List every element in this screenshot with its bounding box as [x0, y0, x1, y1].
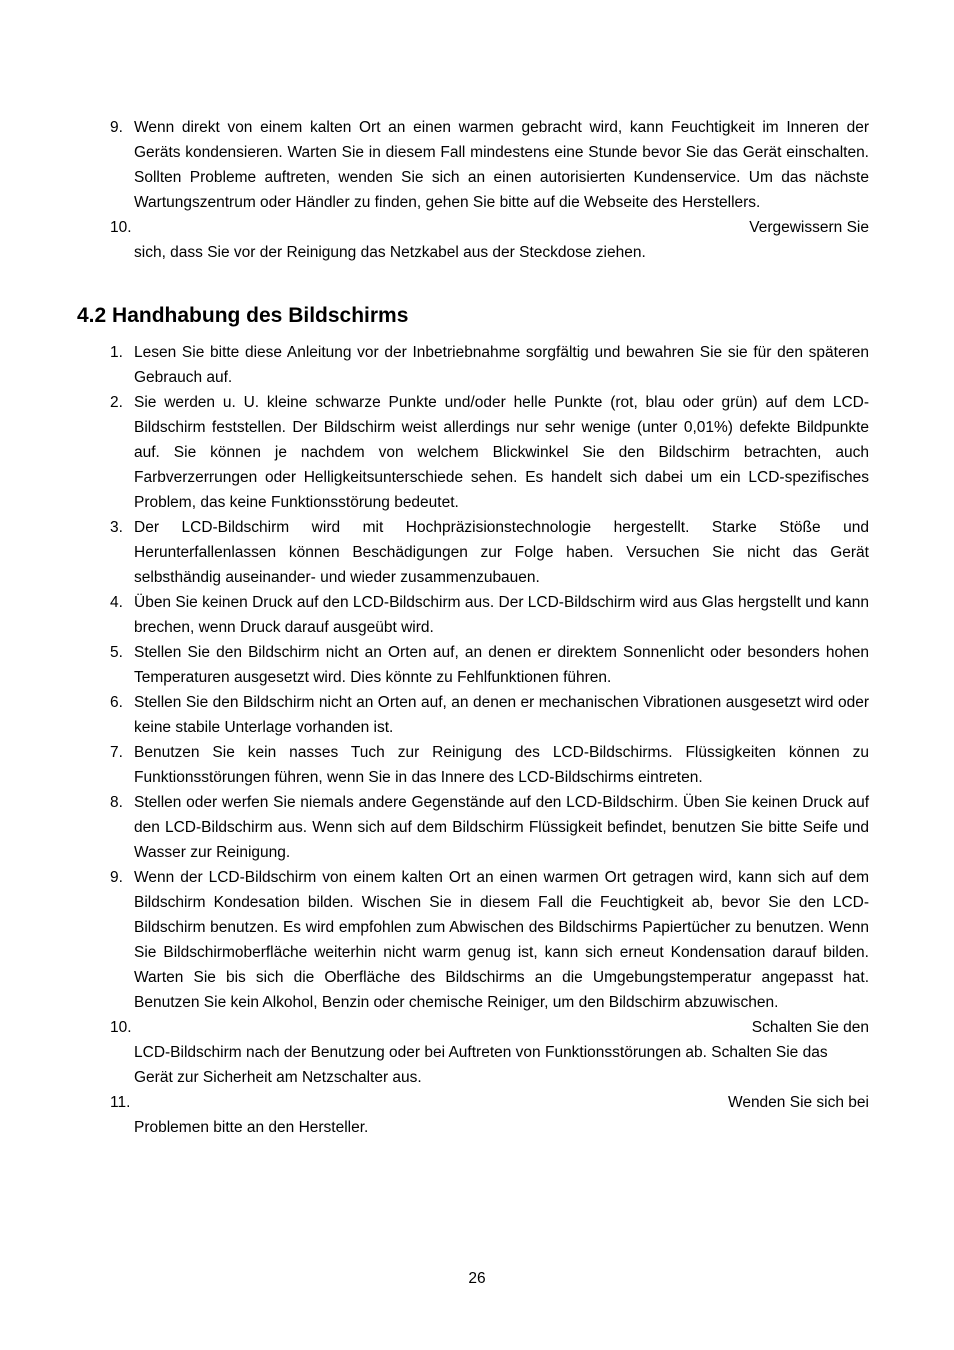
list-item-text: Wenn der LCD-Bildschirm von einem kalten Ort an einen warmen Ort getragen wird, kann sich auf dem Bildschirm Kondesation bilden. Wischen Sie in diesem Fall die Feuchtigkeit ab, bevor Sie den LCD-Bildschirm benutzen. Es wird empfohlen zum Abwischen des Bildschirms Papiertücher zu benutzen. Wenn Sie Bildschirmoberfläche weiterhin nicht warm genug ist, kann sich erneut Kondensation darauf bilden. Warten Sie bis sich die Oberfläche des Bildschirms an die Umgebungstemperatur angepasst hat. Benutzen Sie kein Alkohol, Benzin oder chemische Reiniger, um den Bildschirm abzuwischen.	[134, 869, 869, 1011]
list-item	[0, 640, 954, 690]
list-item-number: 10.	[110, 219, 132, 236]
list-item-number: 9.	[110, 869, 123, 886]
list-item-text: Benutzen Sie kein nasses Tuch zur Reinigung des LCD-Bildschirms. Flüssigkeiten können zu Funktionsstörungen führen, wenn Sie in das Innere des LCD-Bildschirms eintreten.	[134, 744, 869, 786]
list-item-text: Stellen Sie den Bildschirm nicht an Orten auf, an denen er direktem Sonnenlicht oder besonders hohen Temperaturen ausgesetzt wird. Dies könnte zu Fehlfunktionen führen.	[134, 644, 869, 686]
list-item-text-lead: Vergewissern Sie	[749, 219, 869, 236]
list-item-number: 11.	[110, 1094, 131, 1111]
list-item	[0, 740, 954, 790]
list-item	[0, 865, 954, 1015]
section-list	[0, 340, 954, 1140]
page-number: 26	[468, 1270, 486, 1287]
list-item	[0, 390, 954, 515]
list-item	[0, 115, 954, 215]
section-heading: 4.2 Handhabung des Bildschirms	[77, 304, 409, 327]
list-item-text: Wenn direkt von einem kalten Ort an einen warmen gebracht wird, kann Feuchtigkeit im Inneren der Geräts kondensieren. Warten Sie in diesem Fall mindestens eine Stunde bevor Sie das Gerät einschalten. Sollten Probleme auftreten, wenden Sie sich an einen autorisierten Kundenservice. Um das nächste Wartungszentrum oder Händler zu finden, gehen Sie bitte auf die Webseite des Herstellers.	[134, 119, 869, 211]
list-item-text: Stellen Sie den Bildschirm nicht an Orten auf, an denen er mechanischen Vibrationen ausgesetzt wird oder keine stabile Unterlage vorhanden ist.	[134, 694, 869, 736]
list-item	[0, 1015, 954, 1090]
list-item	[0, 215, 954, 265]
list-item-number: 2.	[110, 394, 123, 411]
list-item	[0, 340, 954, 390]
list-item-text: Der LCD-Bildschirm wird mit Hochpräzisionstechnologie hergestellt. Starke Stöße und Herunterfallenlassen können Beschädigungen zur Folge haben. Versuchen Sie nicht das Gerät selbsthändig auseinander- und wieder zusammenzubauen.	[134, 519, 869, 586]
list-item-text-rest: LCD-Bildschirm nach der Benutzung oder bei Auftreten von Funktionsstörungen ab. Schalten Sie das Gerät zur Sicherheit am Netzschalter aus.	[134, 1044, 828, 1086]
previous-section-list	[0, 115, 954, 265]
list-item-number: 7.	[110, 744, 123, 761]
list-item-text-lead: Schalten Sie den	[751, 1019, 869, 1036]
list-item-number: 5.	[110, 644, 123, 661]
list-item-number: 4.	[110, 594, 123, 611]
list-item	[0, 790, 954, 865]
list-item-number: 6.	[110, 694, 123, 711]
list-item	[0, 515, 954, 590]
list-item-text-rest: Problemen bitte an den Hersteller.	[134, 1119, 369, 1136]
list-item-number: 1.	[110, 344, 123, 361]
list-item	[0, 590, 954, 640]
list-item-number: 3.	[110, 519, 123, 536]
list-item-text: Stellen oder werfen Sie niemals andere Gegenstände auf den LCD-Bildschirm. Üben Sie keinen Druck auf den LCD-Bildschirm aus. Wenn sich auf dem Bildschirm Flüssigkeit befindet, benutzen Sie bitte Seife und Wasser zur Reinigung.	[134, 794, 869, 861]
list-item-text-lead: Wenden Sie sich bei	[727, 1094, 869, 1111]
list-item-text: Üben Sie keinen Druck auf den LCD-Bildschirm aus. Der LCD-Bildschirm wird aus Glas hergstellt und kann brechen, wenn Druck darauf ausgeübt wird.	[134, 594, 869, 636]
list-item-number: 9.	[110, 119, 123, 136]
list-item-number: 8.	[110, 794, 123, 811]
list-item	[0, 1090, 954, 1140]
list-item-text: Sie werden u. U. kleine schwarze Punkte und/oder helle Punkte (rot, blau oder grün) auf dem LCD-Bildschirm feststellen. Der Bildschirm weist allerdings nur sehr wenige (unter 0,01%) defekte Bildpunkte auf. Sie können je nachdem von welchem Blickwinkel Sie den Bildschirm betrachten, auch Farbverzerrungen oder Helligkeitsunterschiede sehen. Es handelt sich dabei um ein LCD-spezifisches Problem, das keine Funktionsstörung bedeutet.	[134, 394, 869, 511]
list-item-text-rest: sich, dass Sie vor der Reinigung das Netzkabel aus der Steckdose ziehen.	[134, 244, 646, 261]
list-item-number: 10.	[110, 1019, 132, 1036]
list-item	[0, 690, 954, 740]
list-item-text: Lesen Sie bitte diese Anleitung vor der Inbetriebnahme sorgfältig und bewahren Sie sie für den späteren Gebrauch auf.	[134, 344, 869, 386]
